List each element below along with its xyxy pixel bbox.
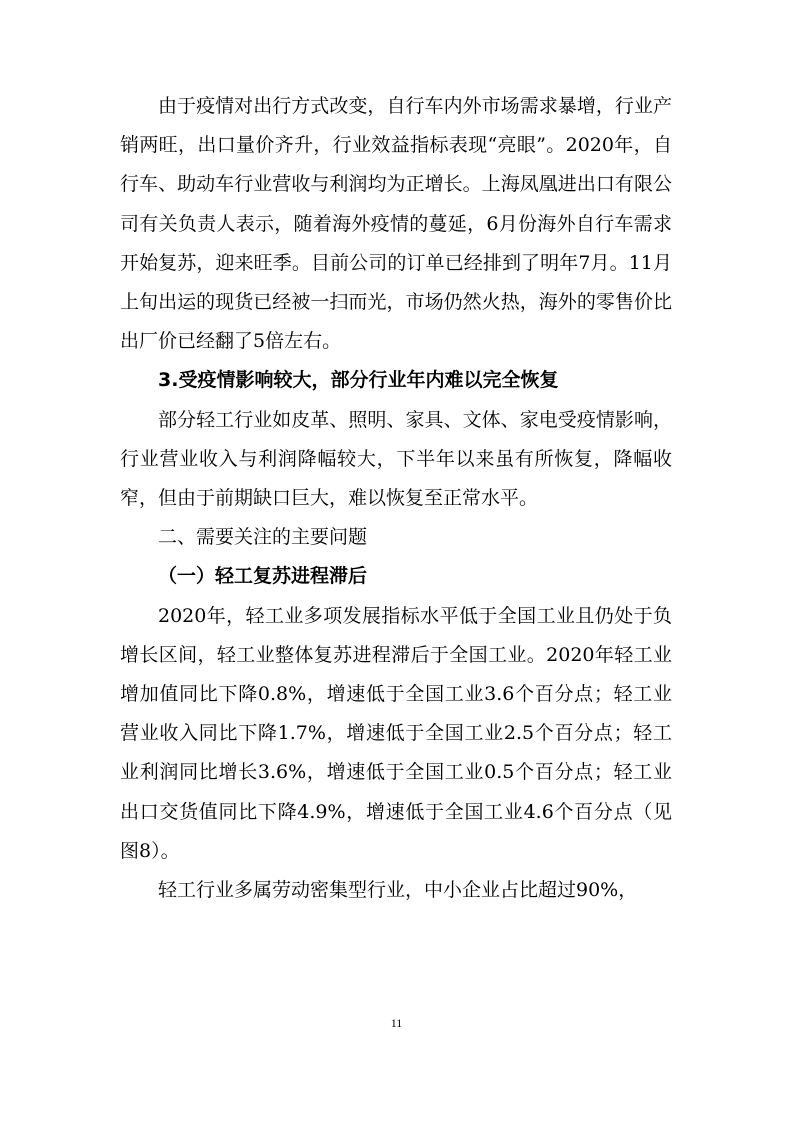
page-body	[120, 87, 672, 910]
page-number: 11	[390, 1016, 403, 1030]
paragraph-bicycle-demand: 由于疫情对出行方式改变，自行车内外市场需求暴增，行业产销两旺，出口量价齐升，行业效益指标表现“亮眼”。2020年，自行车、助动车行业营收与利润均为正增长。上海凤凰进出口有限公司有关负责人表示，随着海外疫情的蔓延，6月份海外自行车需求开始复苏，迎来旺季。目前公司的订单已经排到了明年7月。11月上旬出运的现货已经被一扫而光，市场仍然火热，海外的零售价比出厂价已经翻了5倍左右。	[120, 95, 672, 353]
paragraph-labor-intensive: 轻工行业多属劳动密集型行业，中小企业占比超过90%，	[158, 879, 638, 902]
paragraph-affected-industries: 部分轻工行业如皮革、照明、家具、文体、家电受疫情影响，行业营业收入与利润降幅较大，下半年以来虽有所恢复，降幅收窄，但由于前期缺口巨大，难以恢复至正常水平。	[120, 408, 672, 510]
section-heading-main-issues: 二、需要关注的主要问题	[158, 526, 368, 549]
paragraph-recovery-lag: 2020年，轻工业多项发展指标水平低于全国工业且仍处于负增长区间，轻工业整体复苏进程滞后于全国工业。2020年轻工业增加值同比下降0.8%，增速低于全国工业3.6个百分点；轻工业营业收入同比下降1.7%，增速低于全国工业2.5个百分点；轻工业利润同比增长3.6%，增速低于全国工业0.5个百分点；轻工业出口交货值同比下降4.9%，增速低于全国工业4.6个百分点（见图8）。	[120, 604, 672, 862]
heading-affected-industries: 3.受疫情影响较大，部分行业年内难以完全恢复	[158, 369, 559, 392]
subheading-recovery-lag: （一）轻工复苏进程滞后	[158, 565, 368, 588]
